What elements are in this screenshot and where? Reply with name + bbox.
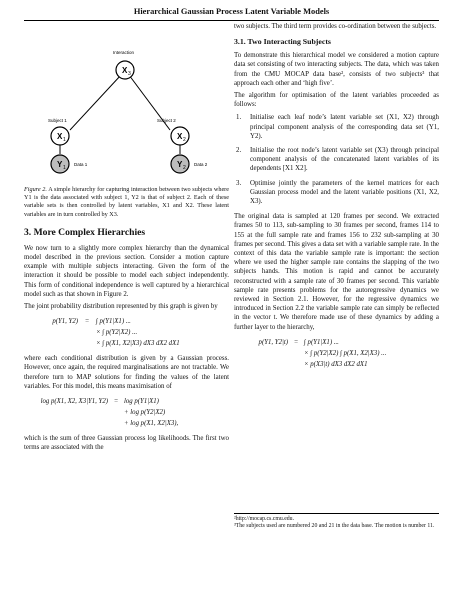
edge-x3-x1	[70, 75, 121, 130]
eq-rhs-1: ∫ p(Y1|X1) ...	[304, 338, 339, 346]
list-text: Initialise the root node’s latent variable set (X3) through principal component analysis of the concatenated latent variables of its dependents [X1 X2].	[250, 147, 439, 173]
label-subject1: Subject 1	[48, 118, 67, 123]
eq-rhs-2: + log p(Y2|X2)	[124, 409, 166, 417]
equation-joint-probability	[24, 316, 229, 349]
footnotes	[234, 513, 439, 531]
figure-hierarchy	[24, 40, 229, 180]
eq-lhs: p(Y1, Y2)	[52, 318, 78, 326]
right-column	[234, 22, 439, 375]
equation-hierarchy-t	[234, 337, 439, 370]
list-text: Initialise each leaf node’s latent variable set (X1, X2) through principal component analysis of the corresponding data set (Y1, Y2).	[250, 114, 439, 140]
eq-rhs-3: × ∫ p(X1, X2|X3) dX3 dX2 dX1	[96, 340, 180, 348]
eq-rhs-2: × ∫ p(Y2|X2) ∫ p(X1, X2|X3) ...	[304, 349, 387, 357]
equation-map	[24, 396, 229, 429]
paragraph: two subjects. The third term provides co-ordination between the subjects.	[234, 23, 437, 30]
label-data2: Data 2	[194, 162, 208, 167]
eq-op: =	[293, 338, 299, 346]
node-x1-label: X	[57, 132, 63, 141]
eq-rhs-2: × ∫ p(Y2|X2) ...	[96, 329, 138, 337]
node-x2-sub: 2	[183, 137, 186, 143]
algorithm-steps	[234, 113, 439, 206]
label-subject2: Subject 2	[157, 118, 176, 123]
eq-lhs: p(Y1, Y2|t)	[258, 338, 288, 346]
list-num: 3.	[236, 179, 242, 187]
eq-lhs: log p(X1, X2, X3|Y1, Y2)	[40, 398, 108, 406]
label-interaction: Interaction	[113, 50, 135, 55]
node-y1-sub: 1	[63, 165, 66, 171]
figure-caption	[24, 186, 229, 219]
figure-caption-label: Figure 2.	[24, 186, 47, 193]
node-y2-sub: 2	[183, 165, 186, 171]
list-text: Optimise jointly the parameters of the kernel matrices for each Gaussian process model and the latent variable positions (X1, X2, X3).	[250, 179, 439, 206]
eq-op: =	[84, 318, 90, 326]
eq-rhs-1: log p(Y1|X1)	[124, 398, 159, 406]
node-x3-sub: 3	[128, 71, 131, 77]
paragraph: which is the sum of three Gaussian process log likelihoods. The first two terms are associated with the	[24, 435, 229, 452]
left-column	[24, 40, 229, 455]
eq-rhs-3: + log p(X1, X2|X3),	[124, 420, 179, 428]
footnote-2: ²http://mocap.cs.cmu.edu.	[234, 516, 295, 522]
list-item	[234, 113, 439, 141]
node-x3-label: X	[122, 66, 128, 75]
list-item	[234, 179, 439, 207]
node-x2-label: X	[177, 132, 183, 141]
list-num: 1.	[236, 114, 242, 122]
list-item	[234, 146, 439, 174]
node-y2-label: Y	[177, 160, 183, 169]
label-data1: Data 1	[74, 162, 88, 167]
paragraph: The joint probability distribution represented by this graph is given by	[24, 303, 218, 311]
paragraph: where each conditional distribution is given by a Gaussian process. However, once again, the required marginalisations are not tractable. We therefore turn to MAP solutions for finding the values of the latent variables. For this model, this means maximisation of	[24, 355, 229, 390]
paragraph: The original data is sampled at 120 frames per second. We extracted frames 50 to 113, sub-sampling to 30 frames per second, frames 114 to 155 at the full sample rate and frames 156 to 232 sub-sampling at 30 frames per second. This gives a data set with a variable sample rate. In the context of this data the variable sample rate is important: the section where we used the higher sample rate contains the slapping of the two subjects hands. This motion is rapid and cannot be accurately reconstructed with a sample rate of 30 frames per second. This variable sample rate presents problems for the autoregressive dynamics we reviewed in Section 2.1. However, for the regressive dynamics we introduced in Section 2.2 the variable sample rate can simply be reflected in the vector t. We therefore made use of these dynamics by adding a further layer to the hierarchy,	[234, 213, 439, 331]
section-3-title: 3. More Complex Hierarchies	[24, 226, 146, 238]
node-x1-sub: 1	[63, 137, 66, 143]
footnote-3: ³The subjects used are numbered 20 and 21 in the data base. The motion is number 11.	[234, 523, 435, 530]
figure-caption-text: A simple hierarchy for capturing interaction between two subjects where Y1 is the data associated with subject 1, Y2 is that of subject 2. Each of these variable sets is then controlled by latent variables, X1 and X2. These latent variables are in turn controlled by X3.	[24, 186, 229, 218]
paragraph: We now turn to a slightly more complex hierarchy than the dynamical model described in the previous section. Consider a motion capture example with multiple subjects interacting. Given the form of the interaction it should be possible to model each subject independently. This form of conditional independence is well captured by a hierarchical model such as that shown in Figure 2.	[24, 244, 229, 298]
list-num: 2.	[236, 147, 242, 155]
hierarchy-diagram	[24, 40, 229, 180]
section-3-1-title: 3.1. Two Interacting Subjects	[234, 37, 331, 47]
paragraph: To demonstrate this hierarchical model we considered a motion capture data set consisting of two interacting subjects. The data, which was taken from the CMU MOCAP data base², consists of two subjects³ that approach each other and ‘high five’.	[234, 52, 439, 87]
eq-op: =	[113, 398, 119, 406]
eq-rhs-3: × p(X3|t) dX3 dX2 dX1	[304, 360, 368, 368]
running-header: Hierarchical Gaussian Process Latent Variable Models	[24, 4, 439, 21]
node-y1-label: Y	[57, 160, 63, 169]
paragraph: The algorithm for optimisation of the latent variables proceeded as follows:	[234, 92, 439, 109]
eq-rhs-1: ∫ p(Y1|X1) ...	[96, 318, 131, 326]
